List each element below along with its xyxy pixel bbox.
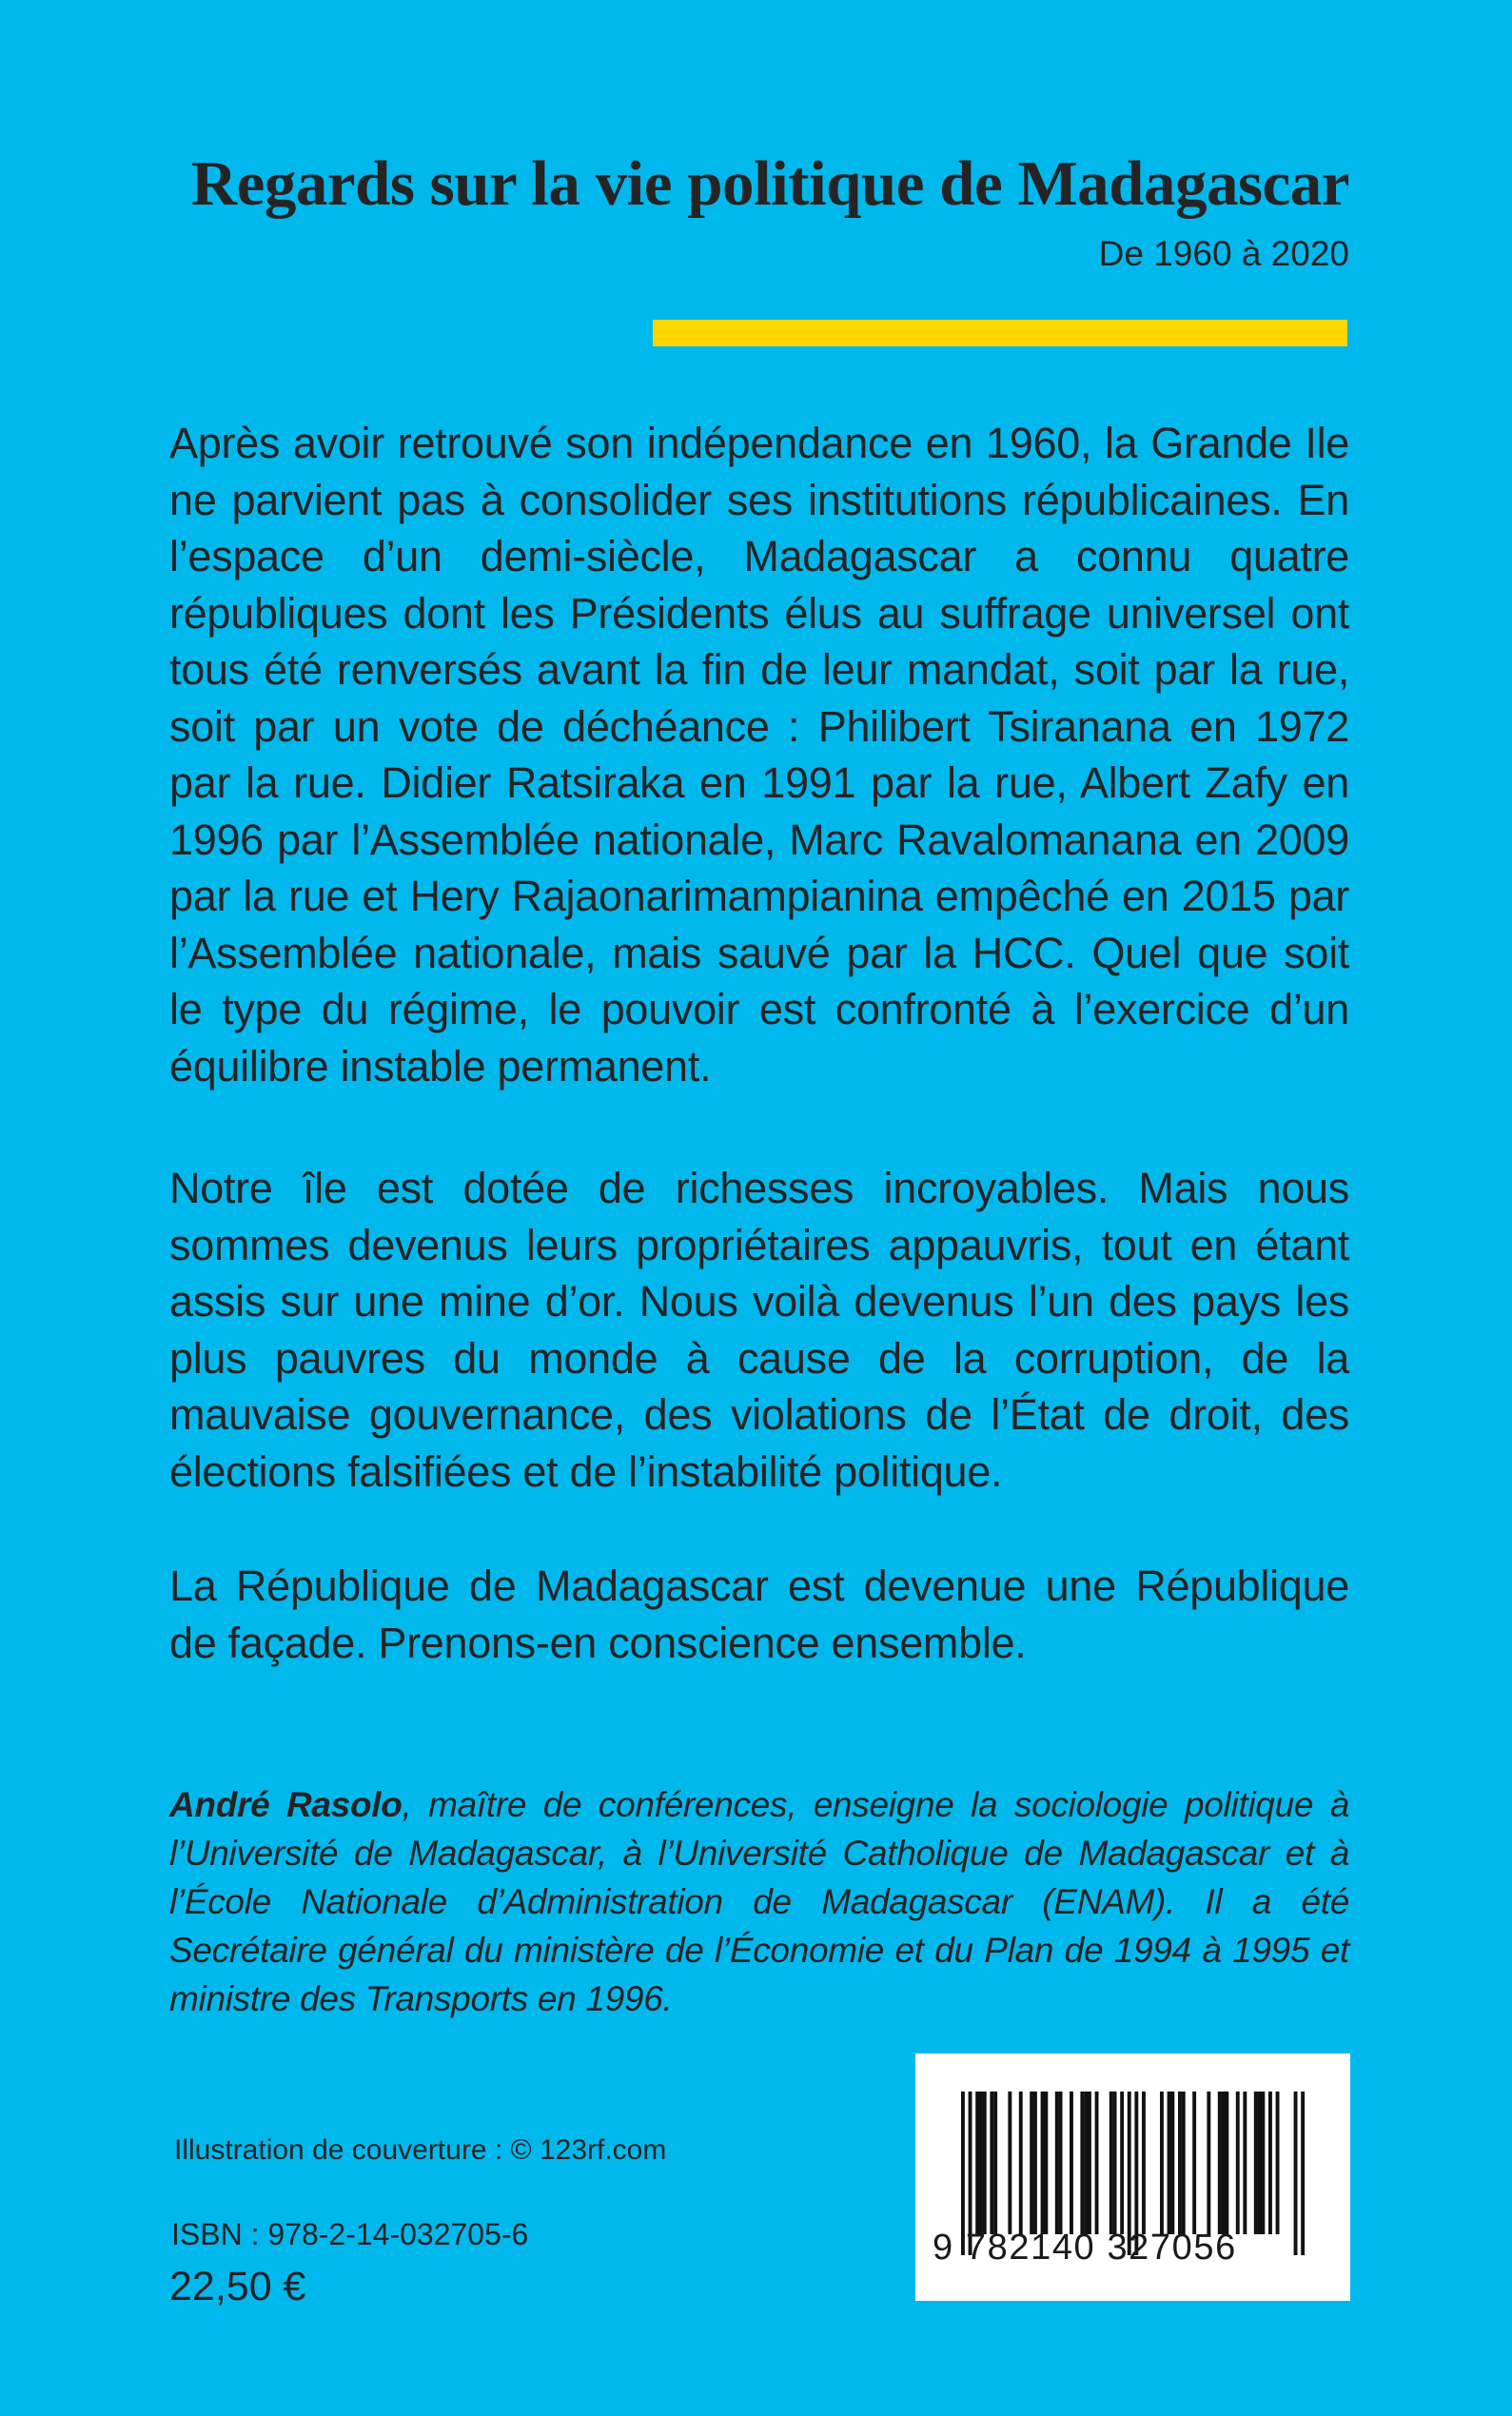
- barcode-bar-10: [1033, 2092, 1037, 2234]
- barcode-bar-36: [1236, 2092, 1240, 2234]
- barcode-bar-18: [1088, 2092, 1091, 2234]
- price-text: 22,50 €: [169, 2264, 306, 2309]
- barcode-bar-11: [1041, 2092, 1045, 2234]
- barcode-bar-25: [1142, 2092, 1146, 2234]
- barcode-bar-40: [1261, 2092, 1265, 2234]
- author-bio: [169, 1780, 1349, 2023]
- barcode-bar-4: [983, 2092, 987, 2234]
- book-subtitle: De 1960 à 2020: [1098, 234, 1349, 273]
- isbn-text: ISBN : 978-2-14-032705-6: [171, 2217, 529, 2251]
- barcode-bar-17: [1084, 2092, 1088, 2234]
- barcode-bar-35: [1225, 2092, 1228, 2234]
- barcode-bar-28: [1170, 2092, 1174, 2234]
- illustration-credit: Illustration de couverture : © 123rf.com: [174, 2134, 667, 2166]
- barcode-bar-27: [1168, 2092, 1171, 2234]
- barcode-bar-38: [1254, 2092, 1258, 2234]
- barcode-bar-19: [1095, 2092, 1099, 2234]
- barcode-bar-14: [1059, 2092, 1063, 2234]
- barcode-bar-13: [1055, 2092, 1059, 2234]
- barcode-bar-37: [1243, 2092, 1247, 2234]
- barcode: [915, 2053, 1350, 2301]
- barcode-bar-5: [990, 2092, 993, 2234]
- barcode-digits: 9 782140 327056: [933, 2228, 1237, 2268]
- barcode-bar-22: [1120, 2092, 1124, 2234]
- barcode-bar-39: [1258, 2092, 1262, 2234]
- author-name: André Rasolo: [169, 1785, 403, 1824]
- barcode-bar-29: [1178, 2092, 1182, 2234]
- barcode-bar-33: [1218, 2092, 1222, 2234]
- blurb-paragraph-3: La République de Madagascar est devenue une République de façade. Prenons-en conscience ensemble.: [169, 1562, 1349, 1667]
- barcode-bar-34: [1222, 2092, 1226, 2234]
- barcode-bar-8: [1019, 2092, 1023, 2234]
- author-bio-text: , maître de conférences, enseigne la sociologie politique à l’Université de Madagascar, à l’Université Catholique de Madagascar et à l’École Nationale d’Administration de Madagascar (ENAM). Il a été Secrétaire général du ministère de l’Économie et du Plan de 1994 à 1995 et ministre des Transports en 1996.: [169, 1785, 1349, 2018]
- barcode-bar-6: [993, 2092, 997, 2234]
- barcode-bar-16: [1080, 2092, 1084, 2234]
- barcode-bar-15: [1070, 2092, 1073, 2234]
- barcode-bar-21: [1113, 2092, 1117, 2234]
- barcode-bar-32: [1207, 2092, 1210, 2234]
- barcode-bar-42: [1276, 2092, 1280, 2234]
- barcode-bar-7: [1008, 2092, 1011, 2234]
- blurb-paragraph-1: Après avoir retrouvé son indépendance en 1960, la Grande Ile ne parvient pas à consolider ses institutions républicaines. En l’espace d’un demi-siècle, Madagascar a connu quatre républiques dont les Présidents élus au suffrage universel ont tous été renversés avant la fin de leur mandat, soit par la rue, soit par un vote de déchéance : Philibert Tsiranana en 1972 par la rue. Didier Ratsiraka en 1991 par la rue, Albert Zafy en 1996 par l’Assemblée nationale, Marc Ravalomanana en 2009 par la rue et Hery Rajaonarimampianina empêché en 2015 par l’Assemblée nationale, mais sauvé par la HCC. Quel que soit le type du régime, le pouvoir est confronté à l’exercice d’un équilibre instable permanent.: [169, 419, 1349, 1090]
- barcode-bar-12: [1044, 2092, 1048, 2234]
- barcode-bar-9: [1030, 2092, 1033, 2234]
- book-title: Regards sur la vie politique de Madagascar: [190, 148, 1349, 219]
- barcode-bar-26: [1160, 2092, 1164, 2234]
- barcode-bar-31: [1192, 2092, 1196, 2234]
- barcode-bar-20: [1109, 2092, 1113, 2234]
- barcode-bar-3: [979, 2092, 983, 2234]
- barcode-bar-30: [1182, 2092, 1186, 2234]
- barcode-bar-41: [1268, 2092, 1272, 2234]
- yellow-accent-bar: [653, 320, 1347, 346]
- blurb-paragraph-2: Notre île est dotée de richesses incroyables. Mais nous sommes devenus leurs propriétaires appauvris, tout en étant assis sur une mine d’or. Nous voilà devenus l’un des pays les plus pauvres du monde à cause de la corruption, de la mauvaise gouvernance, des violations de l’État de droit, des élections falsifiées et de l’instabilité politique.: [169, 1164, 1349, 1496]
- barcode-bar-2: [975, 2092, 979, 2234]
